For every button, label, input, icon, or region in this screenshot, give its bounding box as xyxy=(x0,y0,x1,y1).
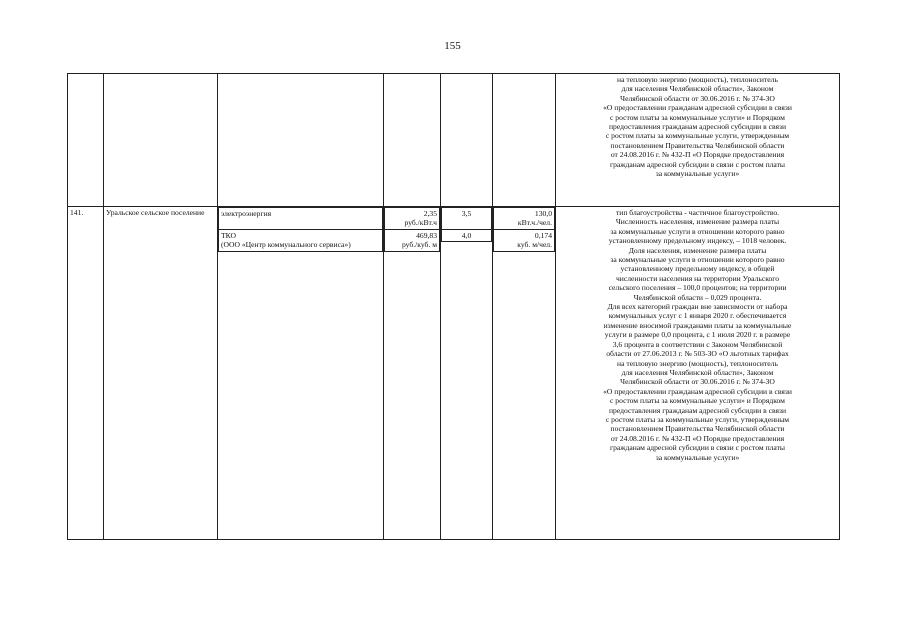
volume-tko-value: 0,174 xyxy=(534,231,552,240)
service-tko-name: ТКО xyxy=(221,231,236,240)
continued-note-line: постановлением Правительства Челябинской области xyxy=(610,140,785,150)
volume-electricity-unit: кВт.ч./чел. xyxy=(517,218,552,228)
continued-note-line: гражданам адресной субсидии в связи с ростом платы xyxy=(609,159,786,169)
tariff-table xyxy=(67,73,840,540)
settlement-name: Уральское сельское поселение xyxy=(104,207,218,540)
tariff-electricity-value: 2,35 xyxy=(423,209,437,218)
tariff-tko xyxy=(385,230,440,252)
continued-note-line: за коммунальные услуги» xyxy=(655,169,740,179)
row-note-line: изменение вносимой гражданами платы за коммунальные xyxy=(603,320,792,330)
row-note-line: с ростом платы за коммунальные услуги, утвержденным xyxy=(605,414,790,424)
volume-electricity xyxy=(494,208,555,230)
continued-note-line: «О предоставлении гражданам адресной субсидии в связи xyxy=(603,103,792,113)
continued-note-line: предоставления гражданам адресной субсидии в связи xyxy=(608,122,787,132)
continued-note-line: для населения Челябинской области», Законом xyxy=(621,84,774,94)
service-cell xyxy=(218,207,384,540)
row-note-line: установленному предельному индексу, в общей xyxy=(620,264,775,274)
continued-volume-cell xyxy=(493,74,556,207)
volume-cell xyxy=(493,207,556,540)
row-note-line: установленному предельному индексу, – 1018 человек. xyxy=(608,236,787,246)
row-note-line: гражданам адресной субсидии в связи с ростом платы xyxy=(609,443,786,453)
tariff-tko-unit: руб./куб. м xyxy=(401,240,437,250)
row-note-line: предоставления гражданам адресной субсидии в связи xyxy=(608,405,787,415)
tariff-electricity xyxy=(385,208,440,230)
row-note-text xyxy=(558,208,837,462)
continued-note-line: с ростом платы за коммунальные услуги, утвержденным xyxy=(605,131,790,141)
row-note-line: услуги в размере 0,0 процента, с 1 июля 2020 г. в размере xyxy=(604,330,791,340)
continued-note-cell xyxy=(556,74,840,207)
continued-note-line: от 24.08.2016 г. № 432-П «О Порядке предоставления xyxy=(610,150,785,160)
continued-note-line: на тепловую энергию (мощность), теплоноситель xyxy=(617,75,778,84)
row-note-line: «О предоставлении гражданам адресной субсидии в связи xyxy=(603,386,792,396)
row-note-line: тип благоустройства - частичное благоустройство. xyxy=(615,208,780,217)
row-note-line: Для всех категорий граждан вне зависимости от набора xyxy=(607,302,788,312)
row-note-line: области от 27.06.2013 г. № 503-ЗО «О льготных тарифах xyxy=(606,349,789,359)
row-note-line: Челябинской области от 30.06.2016 г. № 374-ЗО xyxy=(620,377,775,387)
row-note-line: Численность населения, изменение размера платы xyxy=(615,217,780,227)
index-cell xyxy=(441,207,493,540)
row-note-line: за коммунальные услуги в отношении которого равно xyxy=(610,255,785,265)
row-note-line: для населения Челябинской области», Законом xyxy=(621,367,774,377)
volume-tko-unit: куб. м/чел. xyxy=(517,240,552,250)
continued-service-cell xyxy=(218,74,384,207)
volume-tko xyxy=(494,230,555,252)
row-note-line: Челябинской области – 0,029 процента. xyxy=(633,292,762,302)
row-number: 141. xyxy=(68,207,104,540)
continued-row xyxy=(68,74,840,207)
tariff-electricity-unit: руб./кВт.ч xyxy=(404,218,437,228)
service-electricity: электроэнергия xyxy=(219,208,383,230)
row-note-line: постановлением Правительства Челябинской области xyxy=(610,424,785,434)
continued-number-cell xyxy=(68,74,104,207)
continued-note-text xyxy=(558,75,837,178)
row-note-line: с ростом платы за коммунальные услуги» и Порядком xyxy=(610,396,785,406)
continued-tariff-cell xyxy=(384,74,441,207)
row-note-line: 3,6 процента в соответствии с Законом Челябинской xyxy=(612,339,783,349)
volume-electricity-value: 130,0 xyxy=(534,209,552,218)
continued-note-line: Челябинской области от 30.06.2016 г. № 374-ЗО xyxy=(620,93,775,103)
row-note-line: Доля населения, изменение размера платы xyxy=(628,245,767,255)
continued-index-cell xyxy=(441,74,493,207)
table-row-141 xyxy=(68,207,840,540)
index-tko: 4,0 xyxy=(442,230,492,242)
row-note-line: коммунальных услуг с 1 января 2020 г. обеспечивается xyxy=(608,311,787,321)
tariff-cell xyxy=(384,207,441,540)
page-number: 155 xyxy=(444,40,461,52)
service-tko xyxy=(219,230,383,252)
row-note-line: сельского поселения – 100,0 процентов; на территории xyxy=(608,283,787,293)
row-note-line: на тепловую энергию (мощность), теплоноситель xyxy=(617,358,778,368)
continued-settlement-cell xyxy=(104,74,218,207)
row-note-line: численности населения на территории Уральского xyxy=(615,273,780,283)
row-note-line: за коммунальные услуги» xyxy=(655,452,740,462)
row-note-line: от 24.08.2016 г. № 432-П «О Порядке предоставления xyxy=(610,433,785,443)
note-cell xyxy=(556,207,840,540)
index-electricity: 3,5 xyxy=(442,208,492,230)
row-note-line: за коммунальные услуги в отношении которого равно xyxy=(610,226,785,236)
service-tko-provider: (ООО «Центр коммунального сервиса») xyxy=(221,240,351,250)
continued-note-line: с ростом платы за коммунальные услуги» и Порядком xyxy=(610,112,785,122)
tariff-tko-value: 469,83 xyxy=(416,231,437,240)
